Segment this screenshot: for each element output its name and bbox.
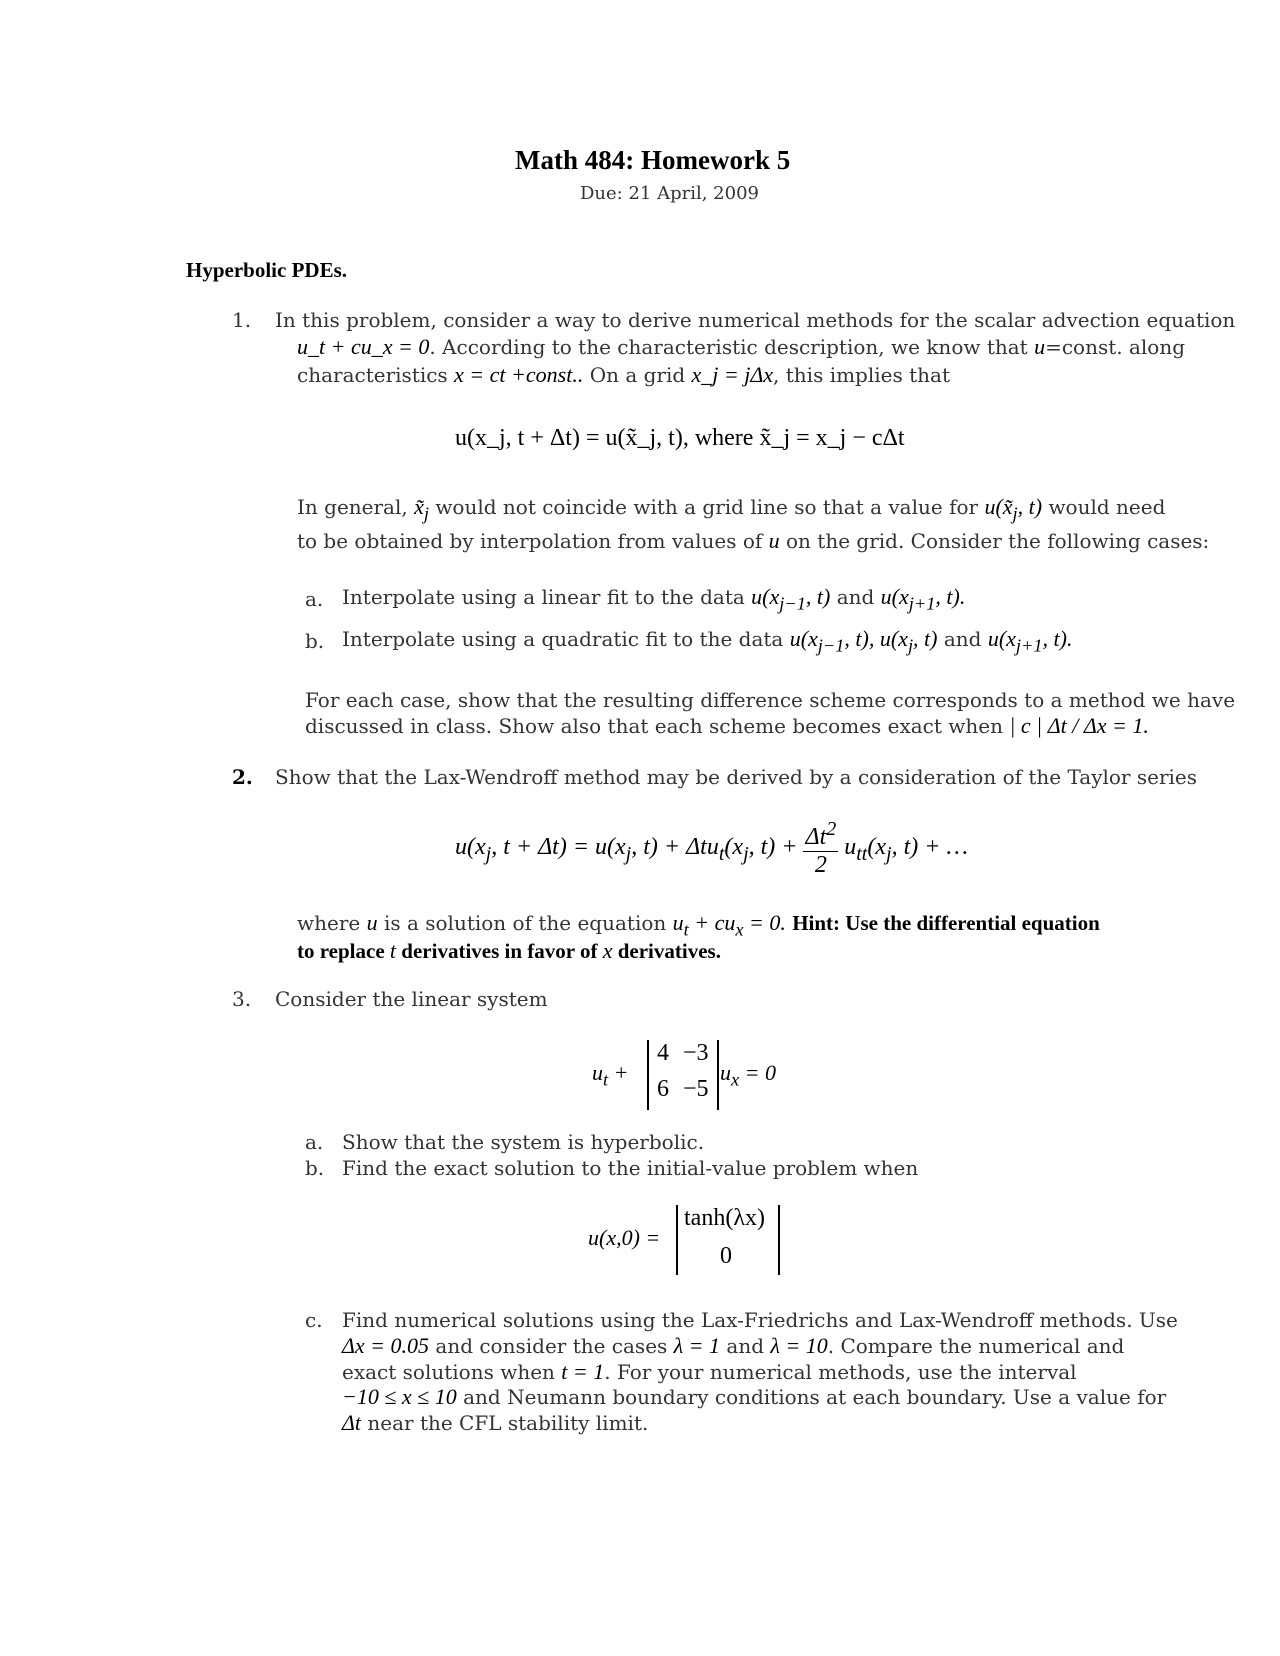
problem-3-c-line1: Find numerical solutions using the Lax-Friedrichs and Lax-Wendroff methods. Use [342, 1308, 1178, 1332]
taylor-series-equation: $u(x_j$, $t + \Delta t) = u(x_j$, $t) + \Delta tu_t(x_j$, t) + $\frac{\Delta t^2}{2}$ $u_{tt}(x_j$, t) + … [455, 818, 968, 878]
problem-3-c-line2: Δx = 0.05 and consider the cases λ = 1 and λ = 10. Compare the numerical and [342, 1333, 1125, 1358]
page-title: Math 484: Homework 5 [515, 145, 791, 175]
problem-3-a-text: Show that the system is hyperbolic. [342, 1130, 705, 1154]
problem-3-c-line4: −10 ≤ x ≤ 10 and Neumann boundary conditions at each boundary. Use a value for [342, 1384, 1167, 1409]
case-a-text: Interpolate using a linear fit to the data $u(x_{j-1}$, t) and $u(x_{j+1}$, t). [342, 584, 966, 614]
problem-1-line2: u_t + cu_x = 0. According to the characteristic description, we know that u=const. along [297, 334, 1186, 359]
problem-1-number: 1. [232, 308, 252, 332]
problem-3-line1: Consider the linear system [275, 987, 548, 1011]
case-a-label: a. [305, 587, 324, 611]
characteristic-equation: u(x_j, t + Δt) = u(x̃_j, t), where x̃_j = x_j − cΔt [455, 425, 905, 451]
problem-1-general-line2: to be obtained by interpolation from values of u on the grid. Consider the following cases: [297, 528, 1210, 553]
problem-1-line3: characteristics x = ct +const.. On a grid x_j = jΔx, this implies that [297, 362, 950, 387]
problem-3-b-label: b. [305, 1156, 325, 1180]
problem-1-general-line1: In general, $x̃_j$ would not coincide with a grid line so that a value for $u(x̃_j$, t) would need [297, 494, 1166, 524]
linear-system-equation: $u_t$ + 4 −3 6 −5 $u_x = 0$ [592, 1040, 792, 1110]
due-date: Due: 21 April, 2009 [580, 183, 759, 204]
case-b-label: b. [305, 629, 325, 653]
problem-1-line1: In this problem, consider a way to derive numerical methods for the scalar advection equation [275, 308, 1236, 332]
problem-3-number: 3. [232, 987, 252, 1011]
case-b-text: Interpolate using a quadratic fit to the data $u(x_{j-1}$, t), $u(x_j$, t) and $u(x_{j+1}$, t). [342, 626, 1073, 656]
problem-2-line1: Show that the Lax-Wendroff method may be derived by a consideration of the Taylor series [275, 765, 1198, 789]
problem-1-foreach-line1: For each case, show that the resulting difference scheme corresponds to a method we have [305, 688, 1236, 712]
initial-condition-equation: u(x,0) = tanh(λx) 0 [588, 1205, 808, 1277]
problem-3-c-line5: Δt near the CFL stability limit. [342, 1410, 649, 1435]
problem-3-b-text: Find the exact solution to the initial-value problem when [342, 1156, 919, 1180]
problem-3-c-line3: exact solutions when t = 1. For your numerical methods, use the interval [342, 1359, 1077, 1384]
problem-1-foreach-line2: discussed in class. Show also that each scheme becomes exact when | c | Δt / Δx = 1. [305, 713, 1149, 738]
problem-2-hint-line2: to replace t derivatives in favor of x derivatives. [297, 938, 721, 963]
matrix: 4 −3 6 −5 [647, 1040, 719, 1110]
advection-equation: u_t + cu_x = 0 [297, 334, 430, 359]
problem-2-where-line: where u is a solution of the equation $u_t + cu_x = 0$. Hint: Use the differential equation [297, 910, 1100, 940]
problem-2-number: 2. [232, 765, 253, 789]
section-title: Hyperbolic PDEs. [186, 258, 347, 282]
problem-3-c-label: c. [305, 1308, 323, 1332]
problem-3-a-label: a. [305, 1130, 324, 1154]
